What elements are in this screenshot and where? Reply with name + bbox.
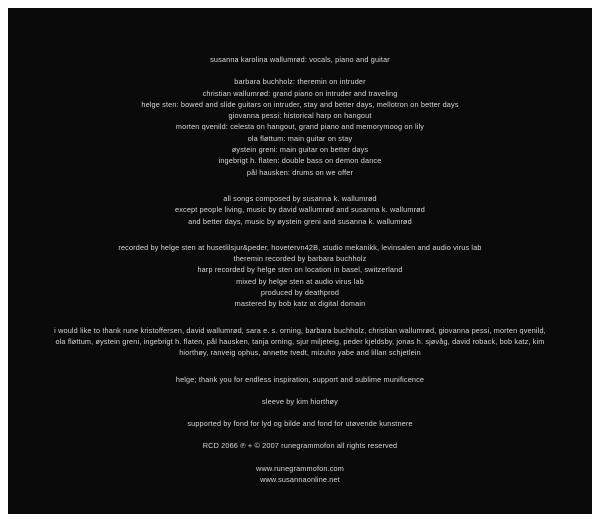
sleeve-credit: [38, 396, 562, 407]
spacer: [38, 385, 562, 396]
credit-line: mastered by bob katz at digital domain: [234, 299, 366, 309]
credit-line: ingebrigt h. flaten: double bass on demon dance: [218, 156, 382, 166]
dedication-text: helge; thank you for endless inspiration, support and sublime munificence: [175, 374, 425, 384]
performer-credits: [38, 76, 562, 178]
credit-line: christian wallumrød: grand piano on intruder and traveling: [202, 88, 398, 98]
sleeve-text: sleeve by kim hiorthøy: [262, 396, 338, 406]
spacer: [38, 407, 562, 418]
credit-line: theremin recorded by barbara buchholz: [233, 254, 367, 264]
artist-url[interactable]: www.susannaonline.net: [260, 475, 340, 485]
main-performer-credit: [38, 54, 562, 65]
credit-line: helge sten: bowed and slide guitars on intruder, stay and better days, mellotron on better days: [141, 99, 459, 109]
credit-line: morten qvenild: celesta on hangout, grand piano and memorymoog on lily: [175, 122, 425, 132]
credit-line: ola fløttum: main guitar on stay: [247, 133, 353, 143]
thanks-text: i would like to thank rune kristoffersen, david wallumrød, sara e. s. orning, barbara buchholz, christian wallumrød, giovanna pessi, morten qvenild, ola fløttum, øystein greni, ingebrigt h. flaten, pål hausken, tanja orning, sjur miljeteig, peder kjeldsby, jonas h. sjøvåg, david roback, bob katz, kim hiorthøy, ranveig ophus, annette tvedt, mizuho yabe and lillan schjetlein: [54, 325, 546, 358]
credit-line: recorded by helge sten at husetlilsjur&peder, hovetervn42B, studio mekanikk, levinsalen and audio virus lab: [118, 242, 482, 252]
spacer: [38, 227, 562, 242]
spacer: [38, 65, 562, 76]
liner-notes-panel: [8, 8, 592, 514]
credit-line: harp recorded by helge sten on location in basel, switzerland: [197, 265, 403, 275]
spacer: [38, 178, 562, 193]
dedication: [38, 374, 562, 385]
spacer: [38, 429, 562, 440]
credit-line: mixed by helge sten at audio virus lab: [236, 276, 364, 286]
website-links: [38, 463, 562, 486]
credit-line: øystein greni: main guitar on better days: [231, 145, 369, 155]
label-url[interactable]: www.runegrammofon.com: [256, 463, 344, 473]
spacer: [38, 452, 562, 463]
spacer: [38, 310, 562, 325]
spacer: [38, 359, 562, 374]
catalog-text: RCD 2066 ℗ + © 2007 runegrammofon all rights reserved: [202, 441, 398, 451]
thanks-paragraph: [38, 325, 562, 359]
credit-line: barbara buchholz: theremin on intruder: [234, 77, 366, 87]
credit-line: except people living, music by david wallumrød and susanna k. wallumrød: [175, 205, 425, 215]
credit-line: giovanna pessi: historical harp on hangout: [228, 111, 372, 121]
composition-credits: [38, 193, 562, 227]
credit-line: produced by deathprod: [260, 288, 340, 298]
credit-line: pål hausken: drums on we offer: [246, 167, 354, 177]
credit-line: all songs composed by susanna k. wallumrød: [223, 193, 377, 203]
credit-line: and better days, music by øystein greni and susanna k. wallumrød: [188, 216, 412, 226]
support-credit: [38, 418, 562, 429]
production-credits: [38, 242, 562, 310]
catalog-copyright: [38, 440, 562, 451]
credit-line: susanna karolina wallumrød: vocals, piano and guitar: [210, 55, 390, 64]
support-text: supported by fond for lyd og bilde and fond for utøvende kunstnere: [187, 419, 413, 429]
top-spacer: [38, 36, 562, 54]
